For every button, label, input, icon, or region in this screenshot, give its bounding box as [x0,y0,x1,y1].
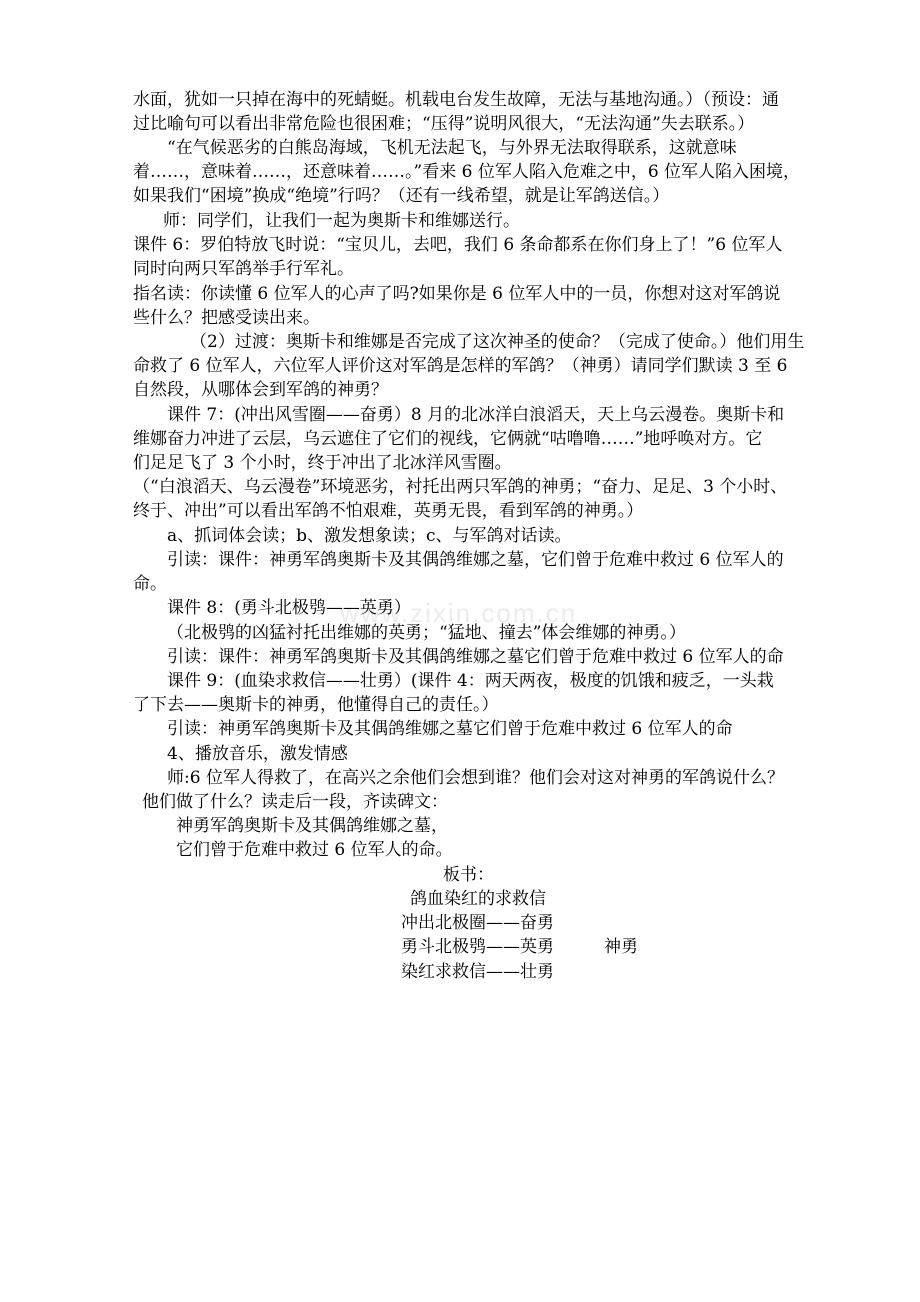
text-line: 引读：神勇军鸽奥斯卡及其偶鸽维娜之墓它们曾于危难中救过 6 位军人的命 [167,719,733,739]
text-line: 些什么？把感受读出来。 [133,308,320,328]
board-side-label: 神勇 [604,937,638,957]
text-line: 了下去——奥斯卡的神勇，他懂得自己的责任。） [133,695,499,715]
text-line: （北极鸮的凶猛衬托出维娜的英勇；“猛地、撞去”体会维娜的神勇。） [167,623,686,643]
text-line: 水面，犹如一只掉在海中的死蜻蜓。机载电台发生故障，无法与基地沟通。）（预设：通 [133,90,779,110]
text-line: 课件 8：(勇斗北极鸮——英勇） [167,598,411,618]
text-line: 指名读：你读懂 6 位军人的心声了吗?如果你是 6 位军人中的一员，你想对这对军鸽说 [133,284,781,304]
watermark: www.zixin.com.cn [340,598,578,628]
board-line: 染红求救信——壮勇 [401,962,554,982]
text-line: 4、播放音乐，激发情感 [167,744,348,764]
text-line: 们足足飞了 3 个小时，终于冲出了北冰洋风雪圈。 [133,453,512,473]
text-line: 自然段，从哪体会到军鸽的神勇？ [133,380,388,400]
text-line: 命救了 6 位军人，六位军人评价这对军鸽是怎样的军鸽？（神勇）请同学们默读 3 至 6 [133,356,788,376]
text-line: 他们做了什么？读走后一段，齐读碑文： [142,792,448,812]
text-line: 引读：课件：神勇军鸽奥斯卡及其偶鸽维娜之墓，它们曾于危难中救过 6 位军人的 [167,550,784,570]
text-line: “在气候恶劣的白熊岛海域，飞机无法起飞，与外界无法取得联系，这就意味 [167,138,737,158]
text-line: 神勇军鸽奥斯卡及其偶鸽维娜之墓， [176,816,448,836]
board-title: 鸽血染红的求救信 [410,889,546,909]
text-line: 命。 [133,574,167,594]
text-line: 着……，意味着……，还意味着……。”看来 6 位军人陷入危难之中，6 位军人陷入困境， [133,162,801,182]
board-line: 勇斗北极鸮——英勇 [401,937,554,957]
text-line: 同时向两只军鸽举手行军礼。 [133,259,354,279]
text-line: 过比喻句可以看出非常危险也很困难；“压得”说明风很大，“无法沟通”失去联系。） [133,114,755,134]
text-line: （“白浪滔天、乌云漫卷”环境恶劣，衬托出两只军鸽的神勇；“奋力、足足、3 个小时、 [133,477,788,497]
text-line: 课件 6：罗伯特放飞时说：“宝贝儿，去吧，我们 6 条命都系在你们身上了！”6 位军人 [133,235,783,255]
text-line: 如果我们“困境”换成“绝境”行吗？（还有一线希望，就是让军鸽送信。） [133,186,670,206]
text-line: 终于、冲出”可以看出军鸽不怕艰难，英勇无畏，看到军鸽的神勇。） [133,501,644,521]
text-line: 师：同学们，让我们一起为奥斯卡和维娜送行。 [163,211,520,231]
text-line: 维娜奋力冲进了云层，乌云遮住了它们的视线，它俩就“咕噜噜……”地呼唤对方。它 [133,429,763,449]
text-line: 它们曾于危难中救过 6 位军人的命。 [176,840,453,860]
text-line: 师:6 位军人得救了，在高兴之余他们会想到谁？他们会对这对神勇的军鸽说什么？ [167,768,784,788]
text-line: 课件 9：(血染求救信——壮勇）(课件 4：两天两夜，极度的饥饿和疲乏，一头栽 [167,671,774,691]
board-line: 冲出北极圈——奋勇 [401,913,554,933]
text-line: （2）过渡：奥斯卡和维娜是否完成了这次神圣的使命？（完成了使命。）他们用生 [190,332,805,352]
text-line: 引读：课件：神勇军鸽奥斯卡及其偶鸽维娜之墓它们曾于危难中救过 6 位军人的命 [167,647,784,667]
text-line: 课件 7：(冲出风雪圈——奋勇）8 月的北冰洋白浪滔天，天上乌云漫卷。奥斯卡和 [167,405,785,425]
board-heading: 板书： [443,865,494,885]
text-line: a、抓词体会读；b、激发想象读；c、与军鸽对话读。 [167,526,572,546]
